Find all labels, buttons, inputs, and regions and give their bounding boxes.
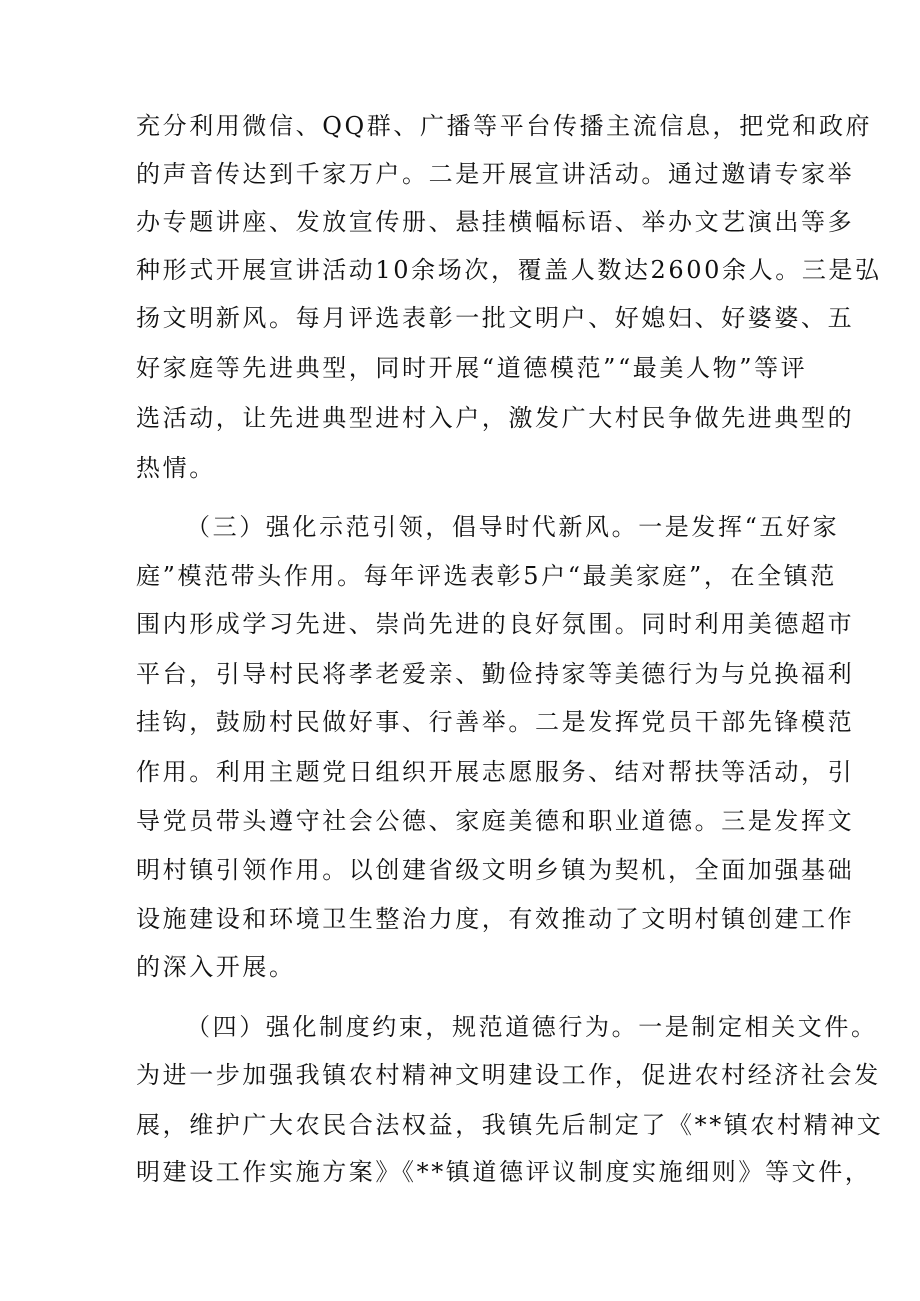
paragraph-2-line-7: 导党员带头遵守社会公德、家庭美德和职业道德。三是发挥文	[136, 807, 855, 835]
paragraph-2-line-9: 设施建设和环境卫生整治力度，有效推动了文明村镇创建工作	[136, 905, 855, 933]
paragraph-1-line-4: 种形式开展宣讲活动10余场次，覆盖人数达2600余人。三是弘	[136, 256, 882, 284]
paragraph-1-line-1: 充分利用微信、QQ群、广播等平台传播主流信息，把党和政府	[136, 112, 873, 140]
paragraph-2-line-1: （三）强化示范引领，倡导时代新风。一是发挥“五好家	[186, 513, 840, 541]
paragraph-1-line-7: 选活动，让先进典型进村入户，激发广大村民争做先进典型的	[136, 404, 855, 432]
paragraph-2-line-3: 围内形成学习先进、崇尚先进的良好氛围。同时利用美德超市	[136, 610, 855, 638]
paragraph-2-line-6: 作用。利用主题党日组织开展志愿服务、结对帮扶等活动，引	[136, 758, 855, 786]
paragraph-2-line-5: 挂钩，鼓励村民做好事、行善举。二是发挥党员干部先锋模范	[136, 708, 855, 736]
paragraph-1-line-8: 热情。	[136, 454, 216, 482]
paragraph-1-line-3: 办专题讲座、发放宣传册、悬挂横幅标语、举办文艺演出等多	[136, 208, 855, 236]
paragraph-2-line-10: 的深入开展。	[136, 953, 296, 981]
paragraph-2-line-4: 平台，引导村民将孝老爱亲、勤俭持家等美德行为与兑换福利	[136, 660, 855, 688]
paragraph-3-line-1: （四）强化制度约束，规范道德行为。一是制定相关文件。	[186, 1013, 878, 1041]
paragraph-2-line-8: 明村镇引领作用。以创建省级文明乡镇为契机，全面加强基础	[136, 856, 855, 884]
paragraph-1-line-6: 好家庭等先进典型，同时开展“道德模范”“最美人物”等评	[136, 354, 808, 382]
paragraph-1-line-5: 扬文明新风。每月评选表彰一批文明户、好媳妇、好婆婆、五	[136, 304, 855, 332]
paragraph-3-line-3: 展，维护广大农民合法权益，我镇先后制定了《**镇农村精神文	[136, 1111, 884, 1139]
paragraph-1-line-2: 的声音传达到千家万户。二是开展宣讲活动。通过邀请专家举	[136, 160, 855, 188]
paragraph-2-line-2: 庭”模范带头作用。每年评选表彰5户“最美家庭”，在全镇范	[136, 562, 837, 590]
paragraph-3-line-2: 为进一步加强我镇农村精神文明建设工作，促进农村经济社会发	[136, 1061, 881, 1089]
paragraph-3-line-4: 明建设工作实施方案》《**镇道德评议制度实施细则》等文件，	[136, 1158, 872, 1186]
